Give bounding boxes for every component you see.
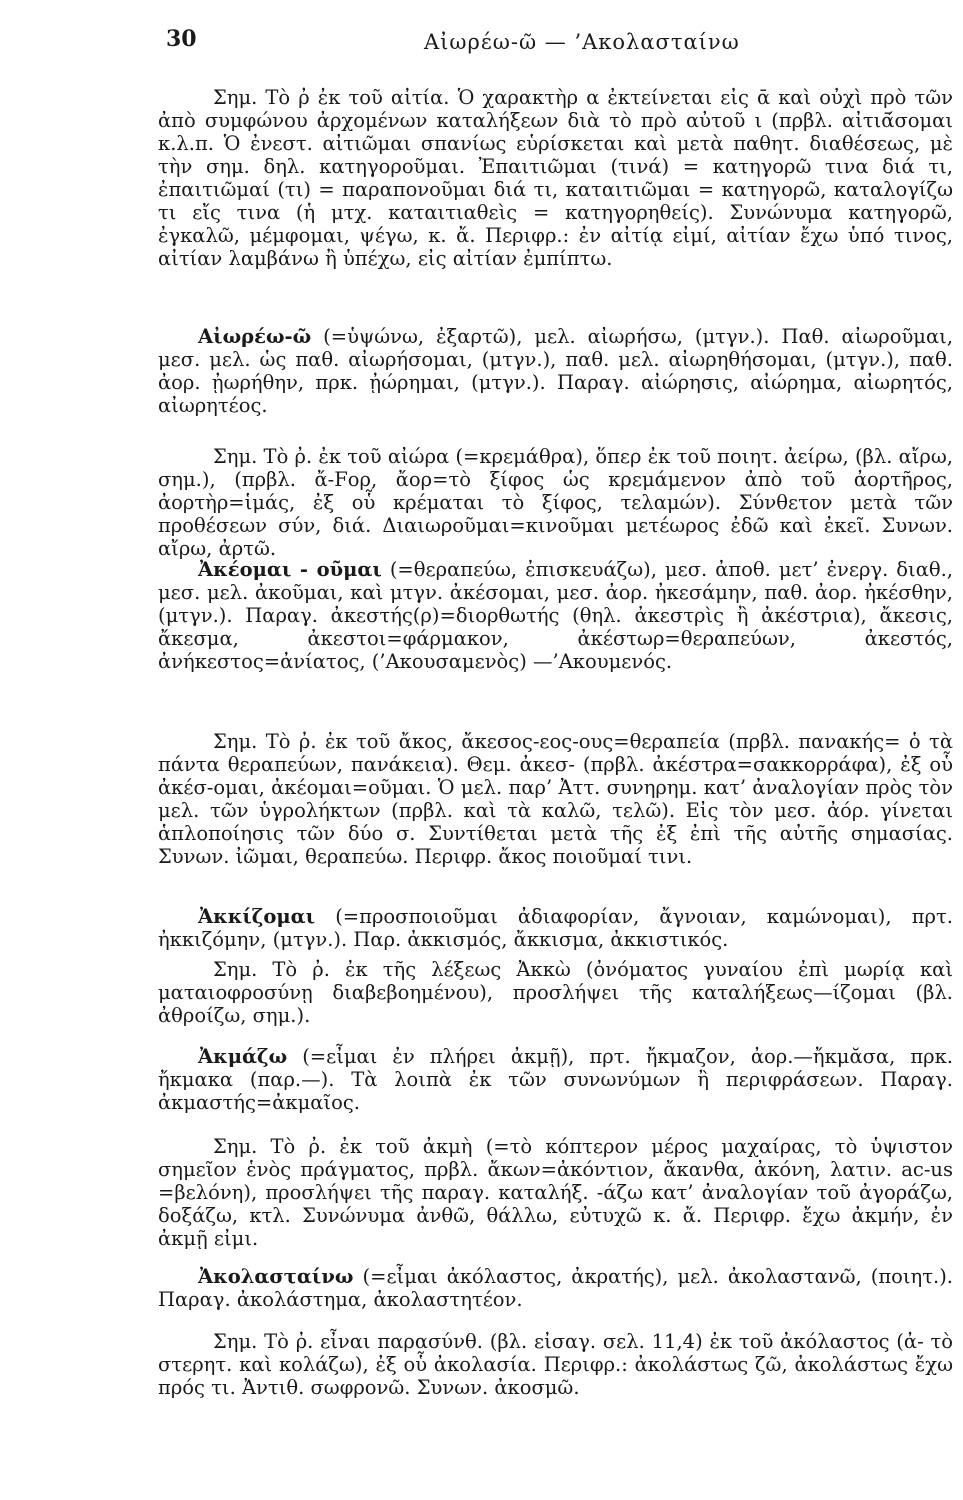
headword: Ἀκέομαι - οῦμαι <box>198 558 382 581</box>
entry-text: (=θεραπεύω, ἐπισκευάζω), μεσ. ἀποθ. μετ’ ἐνεργ. διαθ., μεσ. μελ. ἀκοῦμαι, καὶ μτγν. ἀκέσομαι, μεσ. ἀορ. ἠκεσάμην, παθ. ἀορ. ἠκέσθην, (μτγν.). Παραγ. ἀκεστής(ρ)=διορθωτής (θηλ. ἀκεστρὶς ἢ ἀκέστρια), ἄκεσις, ἄκεσμα, ἀκεστοι=φάρμακον, ἀκέστωρ=θεραπεύων, ἀκεστός, ἀνήκεστος=ἀνίατος, (’Ακουσαμενὸς) —’Ακουμενός. <box>158 558 954 673</box>
entry-note-akeomai <box>158 730 953 868</box>
running-head: Αἰωρέω-ῶ — ’Ακολασταίνω <box>424 30 740 54</box>
note-text: Σημ. Τὸ ῤ. ἐκ τοῦ ἄκος, ἄκεσος-εος-ους=θεραπεία (πρβλ. πανακής= ὁ τὰ πάντα θεραπεύων, πανάκεια). Θεμ. ἀκεσ- (πρβλ. ἀκέστρα=σακκορράφα), ἐξ οὗ ἀκέσ-ομαι, ἀκέομαι=οῦμαι. Ὁ μελ. παρ’ Ἀττ. συνηρημ. κατ’ ἀναλογίαν πρὸς τὸν μελ. τῶν ὑγρολήκτων (πρβλ. καὶ τὰ καλῶ, τελῶ). Εἰς τὸν μεσ. ἀόρ. γίνεται ἁπλοποίησις τῶν δύο σ. Συντίθεται μετὰ τῆς ἐξ ἐπὶ τῆς αὐτῆς σημασίας. Συνων. ἰῶμαι, θεραπεύω. Περιφρ. ἄκος ποιοῦμαί τινι. <box>158 730 953 868</box>
page-header <box>166 26 923 66</box>
entry-akolastaino <box>158 1265 953 1311</box>
entry-akkizomai <box>158 905 953 951</box>
headword: Αἰωρέω-ῶ <box>198 325 312 348</box>
entry-aioreo <box>158 325 953 417</box>
entry-note-akolastaino <box>158 1330 953 1399</box>
headword: Ἀκκίζομαι <box>198 905 316 928</box>
entry-akmazo <box>158 1045 953 1114</box>
entry-text: (=εἶμαι ἐν πλήρει ἀκμῇ), πρτ. ἤκμαζον, ἀορ.—ἤκμᾰσα, πρκ. ἤκμακα (παρ.—). Τὰ λοιπὰ ἐκ τῶν συνωνύμων ἢ περιφράσεων. Παραγ. ἀκμαστής=ἀκμαῖος. <box>158 1045 953 1114</box>
entry-text: (=εἶμαι ἀκόλαστος, ἀκρατής), μελ. ἀκολαστανῶ, (ποιητ.). Παραγ. ἀκολάστημα, ἀκολαστητέον. <box>158 1265 954 1311</box>
entry-note-akkizomai <box>158 958 953 1027</box>
note-text: Σημ. Τὸ ῤ ἐκ τοῦ αἰτία. Ὁ χαρακτὴρ α ἐκτείνεται εἰς ᾱ καὶ οὐχὶ πρὸ τῶν ἀπὸ συμφώνου ἀρχομένων καταλήξεων διὰ τὸ πρὸ αὐτοῦ ι (πρβλ. αἰτιᾱ́σομαι κ.λ.π. Ὁ ἐνεστ. αἰτιῶμαι σπανίως εὑρίσκεται καὶ μετὰ παθητ. διαθέσεως, μὲ τὴν σημ. δηλ. κατηγοροῦμαι. Ἐπαιτιῶμαι (τινά) = κατηγορῶ τινα διά τι, ἐπαιτιῶμαί (τι) = παραπονοῦμαι διά τι, καταιτιῶμαι = κατηγορῶ, καταλογίζω τι εἴς τινα (ἡ μτχ. καταιτιαθεὶς = κατηγορηθείς). Συνώνυμα κατηγορῶ, ἐγκαλῶ, μέμφομαι, ψέγω, κ. ἄ. Περιφρ.: ἐν αἰτίᾳ εἰμί, αἰτίαν ἔχω ὑπό τινος, αἰτίαν λαμβάνω ἢ ὑπέχω, εἰς αἰτίαν ἐμπίπτω. <box>158 86 953 270</box>
entry-note-aitiomai <box>158 86 953 270</box>
note-text: Σημ. Τὸ ῤ. ἐκ τοῦ αἰώρα (=κρεμάθρα), ὅπερ ἐκ τοῦ ποιητ. ἀείρω, (βλ. αἴρω, σημ.), (πρβλ. ἄ-Fορ, ἄορ=τὸ ξίφος ὡς κρεμάμενον ἀπὸ τοῦ ἀορτῆρος, ἀορτὴρ=ἱμάς, ἐξ οὗ κρέμαται τὸ ξίφος, τελαμών). Σύνθετον μετὰ τῶν προθέσεων σύν, διά. Διαιωροῦμαι=κινοῦμαι μετέωρος ἐδῶ καὶ ἐκεῖ. Συνων. αἴρω, ἀρτῶ. <box>158 445 953 560</box>
page-number: 30 <box>166 26 197 52</box>
entry-akeomai <box>158 558 953 673</box>
entry-note-akmazo <box>158 1135 953 1250</box>
headword: Ἀκμάζω <box>198 1045 288 1068</box>
note-text: Σημ. Τὸ ῤ. εἶναι παρασύνθ. (βλ. εἰσαγ. σελ. 11,4) ἐκ τοῦ ἀκόλαστος (ἀ- τὸ στερητ. καὶ κολάζω), ἐξ οὗ ἀκολασία. Περιφρ.: ἀκολάστως ζῶ, ἀκολάστως ἔχω πρός τι. Ἀντιθ. σωφρονῶ. Συνων. ἀκοσμῶ. <box>158 1330 953 1399</box>
headword: Ἀκολασταίνω <box>198 1265 354 1288</box>
note-text: Σημ. Τὸ ῤ. ἐκ τοῦ ἀκμὴ (=τὸ κόπτερον μέρος μαχαίρας, τὸ ὑψιστον σημεῖον ἑνὸς πράγματος, πρβλ. ἄκων=ἀκόντιον, ἄκανθα, ἀκόνη, λατιν. ac-us =βελόνη), προσλήψει τῆς παραγ. καταλήξ. -άζω κατ’ ἀναλογίαν τοῦ ἀγοράζω, δοξάζω, κτλ. Συνώνυμα ἀνθῶ, θάλλω, εὐτυχῶ κ. ἄ. Περιφρ. ἔχω ἀκμήν, ἐν ἀκμῇ εἰμι. <box>158 1135 953 1250</box>
note-text: Σημ. Τὸ ῤ. ἐκ τῆς λέξεως Ἀκκὼ (ὀνόματος γυναίου ἐπὶ μωρίᾳ καὶ ματαιοφροσύνῃ διαβεβοημένου), προσλήψει τῆς καταλήξεως—ίζομαι (βλ. ἀθροίζω, σημ.). <box>158 958 953 1027</box>
entry-text: (=προσποιοῦμαι ἀδιαφορίαν, ἄγνοιαν, καμώνομαι), πρτ. ἠκκιζόμην, (μτγν.). Παρ. ἀκκισμός, ἄκκισμα, ἀκκιστικός. <box>158 905 953 951</box>
entry-text: (=ὑψώνω, ἐξαρτῶ), μελ. αἰωρήσω, (μτγν.). Παθ. αἰωροῦμαι, μεσ. μελ. ὡς παθ. αἰωρήσομαι, (μτγν.), παθ. μελ. αἰωρηθήσομαι, (μτγν.), παθ. ἀορ. ᾐωρήθην, πρκ. ᾐώρημαι, (μτγν.). Παραγ. αἰώρησις, αἰώρημα, αἰωρητός, αἰωρητέος. <box>158 325 953 417</box>
entry-note-aioreo <box>158 445 953 560</box>
